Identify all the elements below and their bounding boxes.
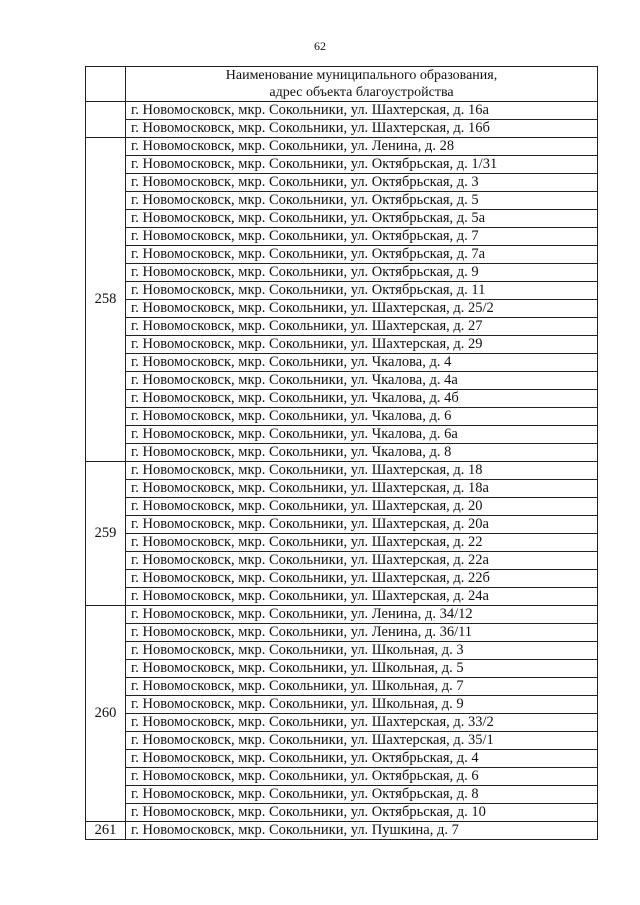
address-cell: г. Новомосковск, мкр. Сокольники, ул. Чкалова, д. 4 [126,354,598,372]
object-number-cell [86,102,126,138]
address-cell: г. Новомосковск, мкр. Сокольники, ул. Шахтерская, д. 22б [126,570,598,588]
table-header-row [86,67,598,102]
address-cell: г. Новомосковск, мкр. Сокольники, ул. Шахтерская, д. 29 [126,336,598,354]
table-row [86,498,598,516]
address-cell: г. Новомосковск, мкр. Сокольники, ул. Шахтерская, д. 27 [126,318,598,336]
table-row [86,372,598,390]
table-row [86,642,598,660]
address-cell: г. Новомосковск, мкр. Сокольники, ул. Шахтерская, д. 22 [126,534,598,552]
address-cell: г. Новомосковск, мкр. Сокольники, ул. Школьная, д. 9 [126,696,598,714]
table-row [86,174,598,192]
table-row [86,102,598,120]
table-row [86,408,598,426]
address-cell: г. Новомосковск, мкр. Сокольники, ул. Шахтерская, д. 16б [126,120,598,138]
table-row [86,768,598,786]
table-row [86,318,598,336]
address-cell: г. Новомосковск, мкр. Сокольники, ул. Школьная, д. 3 [126,642,598,660]
table-row [86,138,598,156]
address-cell: г. Новомосковск, мкр. Сокольники, ул. Шахтерская, д. 22а [126,552,598,570]
table-row [86,336,598,354]
address-cell: г. Новомосковск, мкр. Сокольники, ул. Школьная, д. 5 [126,660,598,678]
table-row [86,750,598,768]
address-cell: г. Новомосковск, мкр. Сокольники, ул. Шахтерская, д. 35/1 [126,732,598,750]
address-cell: г. Новомосковск, мкр. Сокольники, ул. Чкалова, д. 4б [126,390,598,408]
table-row [86,390,598,408]
table-row [86,660,598,678]
table-row [86,822,598,840]
address-cell: г. Новомосковск, мкр. Сокольники, ул. Октябрьская, д. 6 [126,768,598,786]
table-row [86,228,598,246]
table-row [86,246,598,264]
table-row [86,624,598,642]
header-line-2: адрес объекта благоустройства [269,85,454,100]
address-cell: г. Новомосковск, мкр. Сокольники, ул. Пушкина, д. 7 [126,822,598,840]
number-column-header [86,67,126,102]
table-row [86,786,598,804]
header-line-1: Наименование муниципального образования, [225,68,498,83]
address-column-header [126,67,598,102]
address-cell: г. Новомосковск, мкр. Сокольники, ул. Шахтерская, д. 18а [126,480,598,498]
address-cell: г. Новомосковск, мкр. Сокольники, ул. Октябрьская, д. 8 [126,786,598,804]
object-number-cell: 259 [86,462,126,606]
address-cell: г. Новомосковск, мкр. Сокольники, ул. Шахтерская, д. 20а [126,516,598,534]
address-cell: г. Новомосковск, мкр. Сокольники, ул. Чкалова, д. 6а [126,426,598,444]
table-row [86,120,598,138]
object-number-cell: 258 [86,138,126,462]
table-row [86,210,598,228]
table-row [86,588,598,606]
address-cell: г. Новомосковск, мкр. Сокольники, ул. Октябрьская, д. 7 [126,228,598,246]
table-row [86,552,598,570]
table-row [86,696,598,714]
table-row [86,732,598,750]
address-cell: г. Новомосковск, мкр. Сокольники, ул. Ленина, д. 34/12 [126,606,598,624]
table-body [86,102,598,840]
object-number-cell: 260 [86,606,126,822]
address-cell: г. Новомосковск, мкр. Сокольники, ул. Шахтерская, д. 16а [126,102,598,120]
address-cell: г. Новомосковск, мкр. Сокольники, ул. Октябрьская, д. 11 [126,282,598,300]
address-cell: г. Новомосковск, мкр. Сокольники, ул. Октябрьская, д. 5 [126,192,598,210]
address-cell: г. Новомосковск, мкр. Сокольники, ул. Октябрьская, д. 4 [126,750,598,768]
table-row [86,192,598,210]
address-cell: г. Новомосковск, мкр. Сокольники, ул. Шахтерская, д. 20 [126,498,598,516]
address-cell: г. Новомосковск, мкр. Сокольники, ул. Октябрьская, д. 10 [126,804,598,822]
address-cell: г. Новомосковск, мкр. Сокольники, ул. Октябрьская, д. 5а [126,210,598,228]
address-cell: г. Новомосковск, мкр. Сокольники, ул. Шахтерская, д. 18 [126,462,598,480]
address-cell: г. Новомосковск, мкр. Сокольники, ул. Школьная, д. 7 [126,678,598,696]
address-cell: г. Новомосковск, мкр. Сокольники, ул. Чкалова, д. 6 [126,408,598,426]
table-row [86,480,598,498]
table-row [86,678,598,696]
table-row [86,156,598,174]
address-cell: г. Новомосковск, мкр. Сокольники, ул. Ленина, д. 36/11 [126,624,598,642]
table-row [86,300,598,318]
address-cell: г. Новомосковск, мкр. Сокольники, ул. Ленина, д. 28 [126,138,598,156]
table-row [86,354,598,372]
address-cell: г. Новомосковск, мкр. Сокольники, ул. Октябрьская, д. 9 [126,264,598,282]
table-row [86,606,598,624]
page-number: 62 [314,39,326,53]
table-row [86,714,598,732]
table-row [86,534,598,552]
table-row [86,570,598,588]
address-cell: г. Новомосковск, мкр. Сокольники, ул. Чкалова, д. 4а [126,372,598,390]
table-row [86,282,598,300]
object-number-cell: 261 [86,822,126,840]
address-cell: г. Новомосковск, мкр. Сокольники, ул. Чкалова, д. 8 [126,444,598,462]
address-cell: г. Новомосковск, мкр. Сокольники, ул. Шахтерская, д. 24а [126,588,598,606]
table-row [86,264,598,282]
table-row [86,426,598,444]
table-row [86,444,598,462]
address-table [85,66,598,840]
address-cell: г. Новомосковск, мкр. Сокольники, ул. Октябрьская, д. 1/31 [126,156,598,174]
address-cell: г. Новомосковск, мкр. Сокольники, ул. Октябрьская, д. 3 [126,174,598,192]
address-cell: г. Новомосковск, мкр. Сокольники, ул. Шахтерская, д. 33/2 [126,714,598,732]
address-cell: г. Новомосковск, мкр. Сокольники, ул. Шахтерская, д. 25/2 [126,300,598,318]
table-row [86,462,598,480]
address-cell: г. Новомосковск, мкр. Сокольники, ул. Октябрьская, д. 7а [126,246,598,264]
table-row [86,804,598,822]
table-row [86,516,598,534]
